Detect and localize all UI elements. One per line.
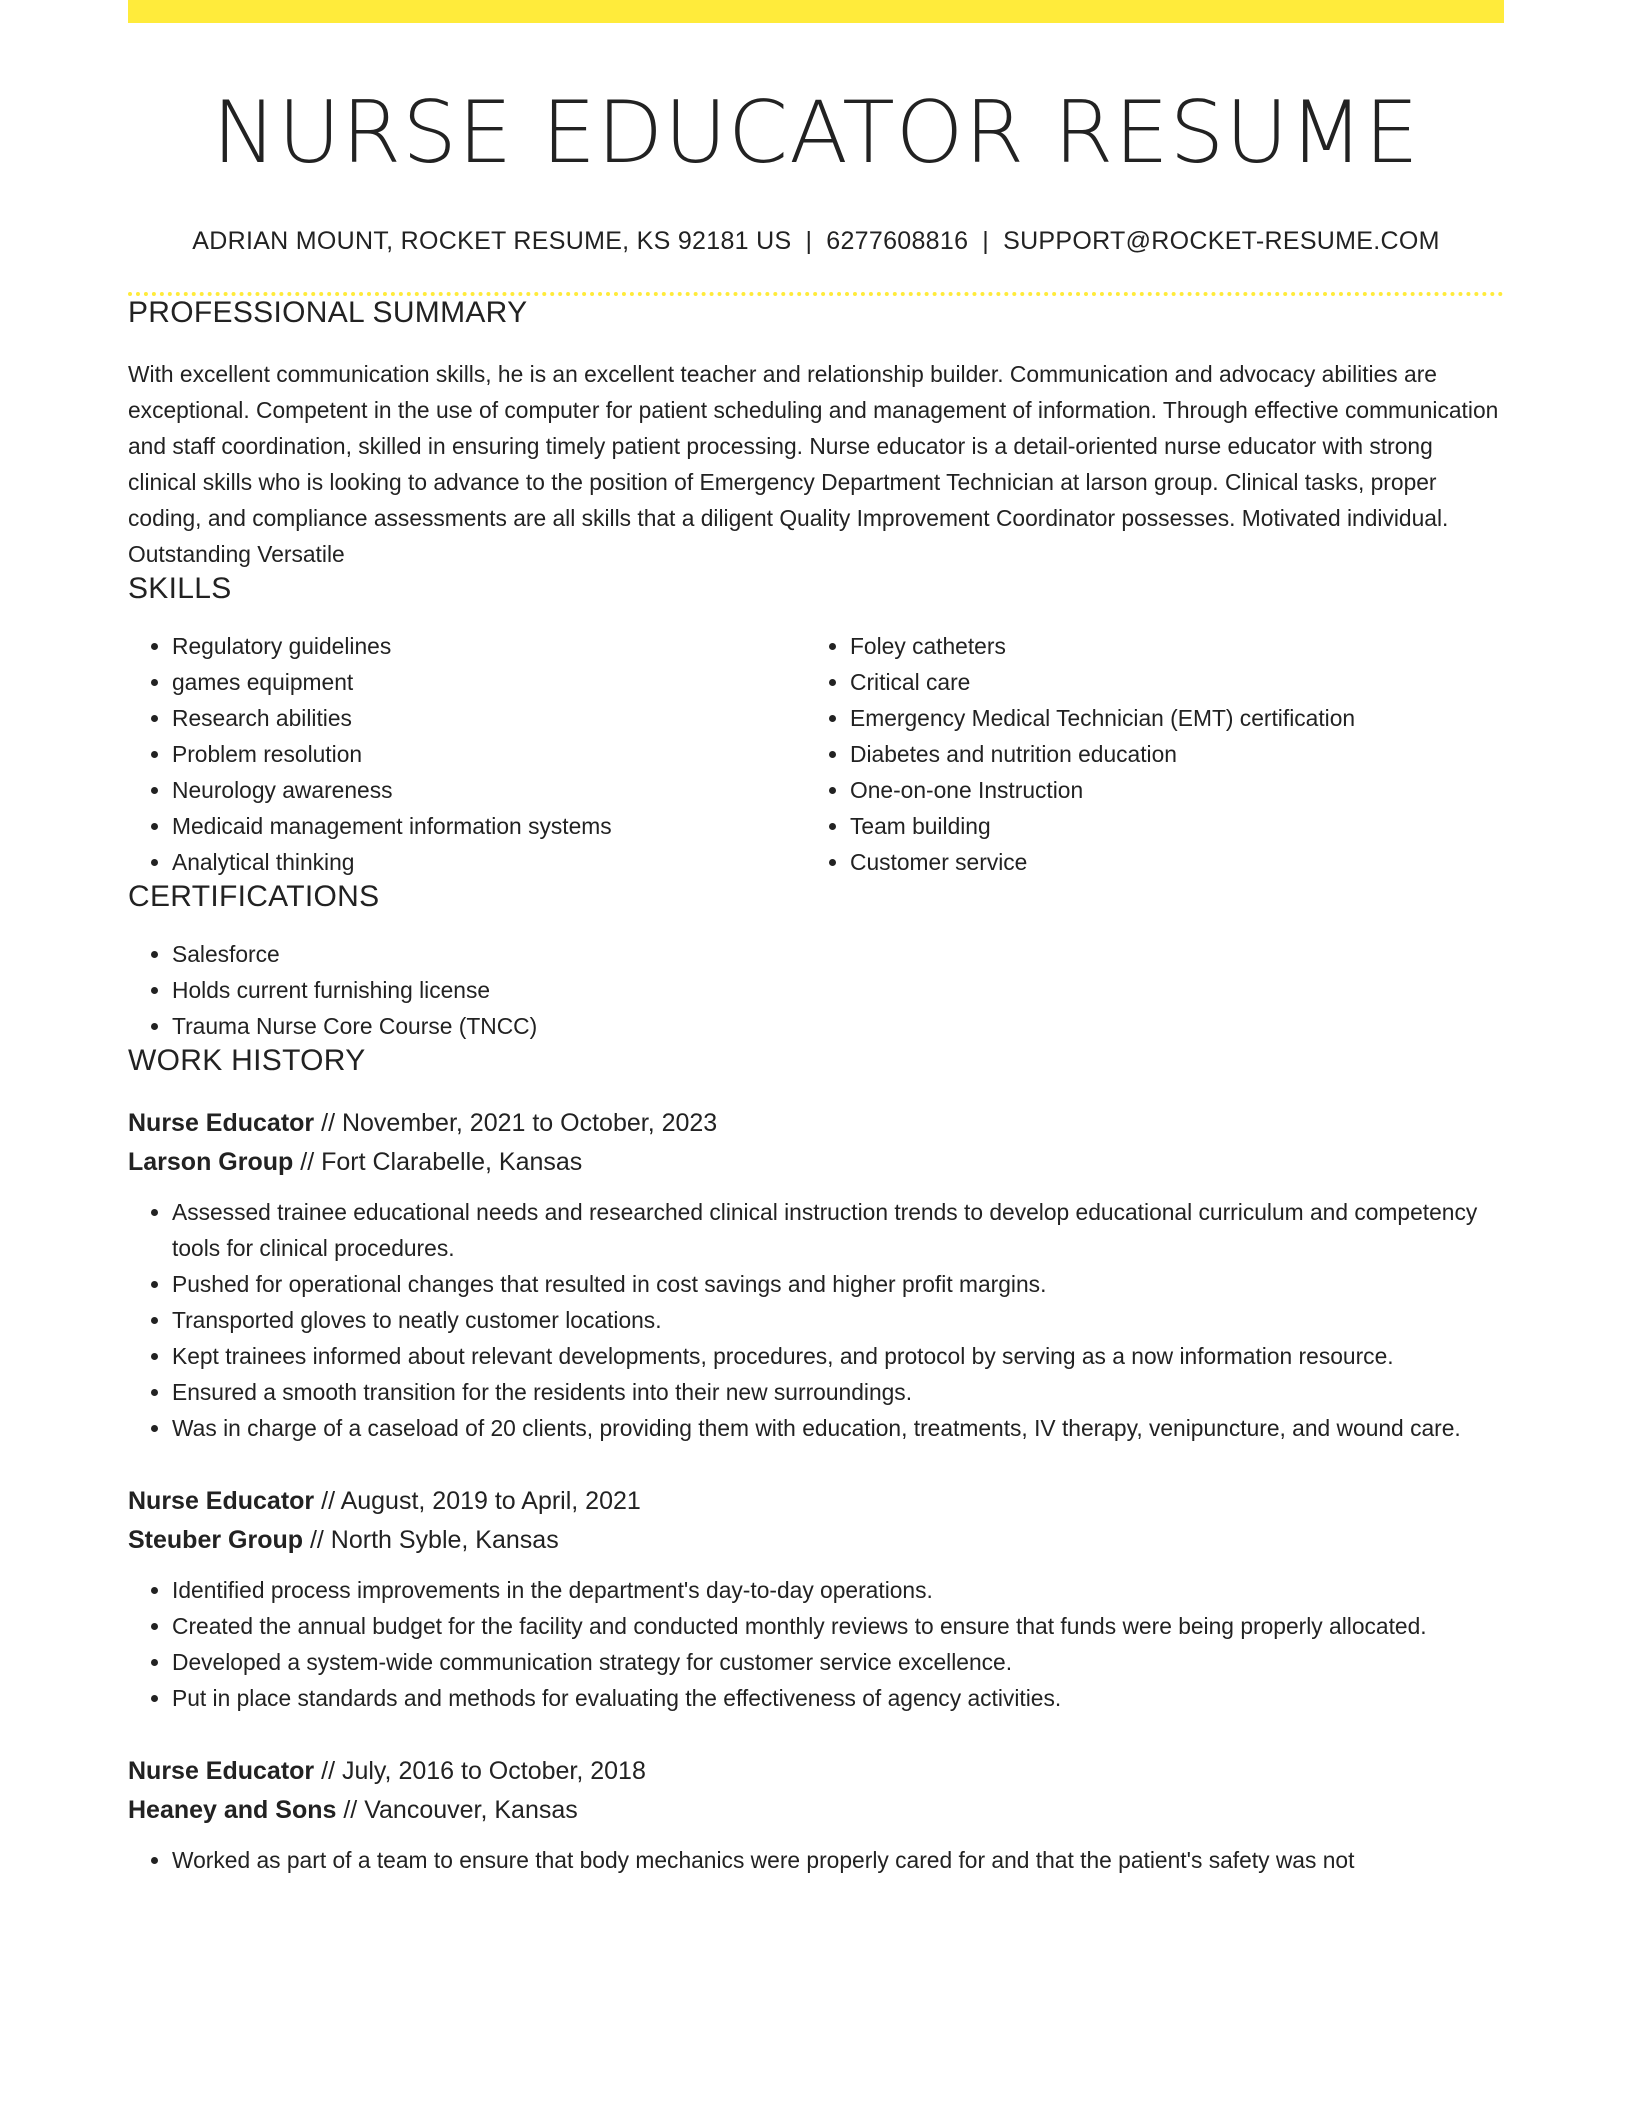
summary-text: With excellent communication skills, he is an excellent teacher and relationship builder. Communication and advocacy abilities are exceptional. Competent in the use of computer for patient scheduling and management of information. Through effective communication and staff coordination, skilled in ensuring timely patient processing. Nurse educator is a detail-oriented nurse educator with strong clinical skills who is looking to advance to the position of Emergency Department Technician at larson group. Clinical tasks, proper coding, and compliance assessments are all skills that a diligent Quality Improvement Coordinator possesses. Motivated individual. Outstanding Versatile xyxy=(128,361,1499,567)
job-bullets xyxy=(128,1194,1504,1446)
job-title: Nurse Educator xyxy=(128,1109,315,1137)
job-title: Nurse Educator xyxy=(128,1757,315,1785)
resume-title: NURSE EDUCATOR RESUME xyxy=(212,83,1420,183)
work-history-heading: WORK HISTORY xyxy=(128,1044,366,1077)
job-bullet: • Ensured a smooth transition for the residents into their new surroundings. xyxy=(172,1374,1504,1410)
job-dates: // November, 2021 to October, 2023 xyxy=(314,1109,718,1137)
job-company: Larson Group xyxy=(128,1148,294,1176)
job-company: Heaney and Sons xyxy=(128,1796,337,1824)
job-bullet: • Worked as part of a team to ensure that body mechanics were properly cared for and that the patient's safety was not xyxy=(172,1842,1504,1878)
certification-item: • Trauma Nurse Core Course (TNCC) xyxy=(172,1008,1504,1044)
skill-item: • Diabetes and nutrition education xyxy=(850,736,1484,772)
skills-grid xyxy=(128,628,1504,880)
job-title-line xyxy=(128,1752,1504,1791)
job-bullet: • Identified process improvements in the department's day-to-day operations. xyxy=(172,1572,1504,1608)
certifications-list xyxy=(128,936,1504,1044)
job-bullet: • Was in charge of a caseload of 20 clients, providing them with education, treatments, IV therapy, venipuncture, and wound care. xyxy=(172,1410,1504,1446)
job-bullet: • Pushed for operational changes that resulted in cost savings and higher profit margins. xyxy=(172,1266,1504,1302)
job-location: // North Syble, Kansas xyxy=(303,1526,559,1554)
job-title: Nurse Educator xyxy=(128,1487,315,1515)
job-location: // Fort Clarabelle, Kansas xyxy=(293,1148,583,1176)
skill-item: • Analytical thinking xyxy=(172,844,806,880)
skill-item: • Customer service xyxy=(850,844,1484,880)
job-bullet: • Assessed trainee educational needs and researched clinical instruction trends to develop educational curriculum and competency tools for clinical procedures. xyxy=(172,1194,1504,1266)
summary-heading: PROFESSIONAL SUMMARY xyxy=(128,296,528,329)
job-bullet: • Transported gloves to neatly customer locations. xyxy=(172,1302,1504,1338)
job-title-line xyxy=(128,1482,1504,1521)
job-company-line xyxy=(128,1791,1504,1830)
contact-separator: | xyxy=(982,227,990,255)
skill-item: • Neurology awareness xyxy=(172,772,806,808)
job-entry xyxy=(128,1482,1504,1716)
job-entry xyxy=(128,1752,1504,1878)
skill-item: • Regulatory guidelines xyxy=(172,628,806,664)
top-accent-bar xyxy=(128,0,1504,23)
job-company-line xyxy=(128,1521,1504,1560)
job-bullets xyxy=(128,1572,1504,1716)
job-bullet: • Created the annual budget for the facility and conducted monthly reviews to ensure that funds were being properly allocated. xyxy=(172,1608,1504,1644)
skills-list-left xyxy=(128,628,806,880)
contact-line xyxy=(128,227,1504,256)
job-dates: // August, 2019 to April, 2021 xyxy=(314,1487,641,1515)
skill-item: • One-on-one Instruction xyxy=(850,772,1484,808)
resume-page xyxy=(128,0,1504,1878)
skills-heading: SKILLS xyxy=(128,572,232,605)
job-title-line xyxy=(128,1104,1504,1143)
contact-phone: 6277608816 xyxy=(826,227,969,255)
certification-item: • Holds current furnishing license xyxy=(172,972,1504,1008)
skill-item: • Problem resolution xyxy=(172,736,806,772)
job-bullets xyxy=(128,1842,1504,1878)
skill-item: • Medicaid management information systems xyxy=(172,808,806,844)
skill-item: • Foley catheters xyxy=(850,628,1484,664)
contact-email: SUPPORT@ROCKET-RESUME.COM xyxy=(1003,227,1440,255)
job-entry xyxy=(128,1104,1504,1446)
job-dates: // July, 2016 to October, 2018 xyxy=(314,1757,646,1785)
contact-address: ADRIAN MOUNT, ROCKET RESUME, KS 92181 US xyxy=(192,227,792,255)
skill-item: • Emergency Medical Technician (EMT) certification xyxy=(850,700,1484,736)
skill-item: • Research abilities xyxy=(172,700,806,736)
skill-item: • Critical care xyxy=(850,664,1484,700)
job-location: // Vancouver, Kansas xyxy=(336,1796,578,1824)
skill-item: • Team building xyxy=(850,808,1484,844)
job-company-line xyxy=(128,1143,1504,1182)
job-bullet: • Put in place standards and methods for evaluating the effectiveness of agency activities. xyxy=(172,1680,1504,1716)
job-company: Steuber Group xyxy=(128,1526,304,1554)
job-bullet: • Developed a system-wide communication strategy for customer service excellence. xyxy=(172,1644,1504,1680)
skill-item: • games equipment xyxy=(172,664,806,700)
certifications-heading: CERTIFICATIONS xyxy=(128,880,380,913)
skills-list-right xyxy=(806,628,1484,880)
job-bullet: • Kept trainees informed about relevant developments, procedures, and protocol by serving as a now information resource. xyxy=(172,1338,1504,1374)
certification-item: • Salesforce xyxy=(172,936,1504,972)
contact-separator: | xyxy=(805,227,813,255)
